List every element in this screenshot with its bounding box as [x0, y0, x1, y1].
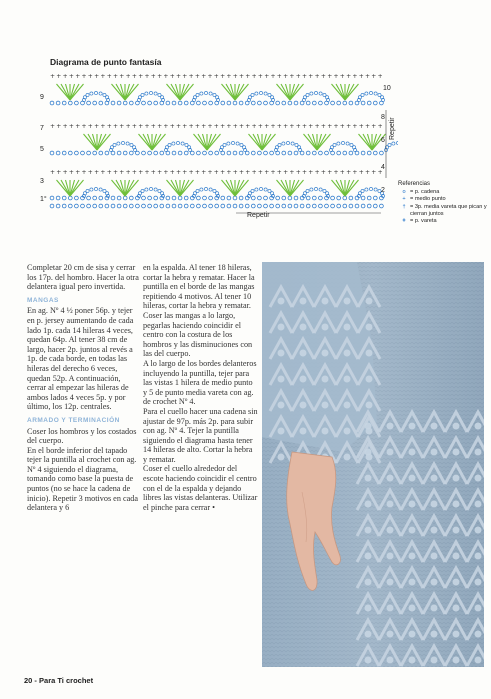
svg-text:+: + [150, 73, 156, 80]
cluster-stitch-icon: † [402, 203, 406, 210]
svg-text:+: + [201, 123, 207, 130]
svg-text:+: + [365, 169, 371, 176]
svg-text:+: + [213, 169, 219, 176]
svg-text:+: + [182, 169, 188, 176]
svg-text:+: + [377, 123, 383, 130]
page-footer: 20 - Para Ti crochet [24, 676, 94, 685]
svg-text:+: + [358, 169, 364, 176]
svg-text:+: + [283, 123, 289, 130]
svg-text:+: + [283, 169, 289, 176]
paragraph: Coser los hombros y los costados del cuerpo. [27, 426, 137, 446]
legend-item: ǂ = p. vareta [398, 218, 488, 225]
svg-text:+: + [320, 169, 326, 176]
svg-text:+: + [377, 73, 383, 80]
paragraph: A lo largo de los bordes delanteros incluyendo la puntilla, tejer para las vistas 1 hilera de medio punto y 5 de punto media vareta con ag. de crochet Nº 4. [143, 358, 257, 407]
svg-text:+: + [339, 123, 345, 130]
svg-text:+: + [365, 123, 371, 130]
row-number-6: 6 [381, 137, 385, 144]
svg-text:+: + [346, 169, 352, 176]
svg-text:+: + [94, 73, 100, 80]
coat-photo [262, 262, 484, 667]
svg-text:+: + [163, 123, 169, 130]
svg-text:+: + [276, 169, 282, 176]
svg-text:+: + [125, 123, 131, 130]
svg-text:+: + [251, 73, 257, 80]
svg-text:+: + [131, 123, 137, 130]
repeat-horizontal-label: Repetir [247, 212, 270, 219]
svg-text:+: + [358, 123, 364, 130]
svg-text:+: + [81, 169, 87, 176]
svg-text:+: + [339, 73, 345, 80]
svg-text:+: + [289, 169, 295, 176]
svg-text:+: + [75, 123, 81, 130]
svg-text:+: + [327, 73, 333, 80]
svg-text:+: + [157, 73, 163, 80]
svg-text:+: + [320, 123, 326, 130]
svg-text:+: + [327, 123, 333, 130]
svg-text:+: + [68, 169, 74, 176]
row-number-10: 10 [383, 85, 391, 92]
paragraph: Para el cuello hacer una cadena sin ajustar de 97p. más 2p. para subir con ag. Nº 4. Tejer la puntilla siguiendo el diagrama hasta tener 14 hileras de alto. Cortar la hebra y rematar. [143, 406, 258, 464]
text-column-2 [143, 263, 258, 512]
svg-text:+: + [62, 73, 68, 80]
row-number-2: 2 [381, 187, 385, 194]
svg-text:+: + [188, 73, 194, 80]
svg-text:+: + [339, 169, 345, 176]
svg-text:+: + [270, 73, 276, 80]
svg-text:+: + [62, 169, 68, 176]
svg-text:+: + [207, 123, 213, 130]
svg-text:+: + [138, 169, 144, 176]
legend [398, 181, 488, 225]
svg-text:+: + [188, 169, 194, 176]
paragraph: En ag. Nº 4 ½ poner 56p. y tejer en p. jersey aumentando de cada lado 1p. cada 14 hileras 4 veces, quedan 64p. Al tener 38 cm de largo, hacer 2p. juntos al revés a 1p. de cada borde, en todas las hileras del derecho 6 veces, quedan 52p. A continuación, cerrar al empezar las hileras de ambos lados 4 veces 5p. y por último, los 12p. centrales. [27, 306, 134, 412]
svg-text:+: + [106, 73, 112, 80]
svg-text:+: + [377, 169, 383, 176]
svg-text:+: + [150, 169, 156, 176]
svg-text:+: + [295, 123, 301, 130]
svg-text:+: + [56, 169, 62, 176]
svg-text:+: + [106, 169, 112, 176]
svg-text:+: + [220, 123, 226, 130]
svg-text:+: + [100, 169, 106, 176]
svg-text:+: + [62, 123, 68, 130]
svg-text:+: + [194, 169, 200, 176]
svg-text:+: + [81, 123, 87, 130]
svg-text:+: + [87, 123, 93, 130]
svg-text:+: + [56, 73, 62, 80]
svg-text:+: + [314, 169, 320, 176]
svg-text:+: + [50, 169, 56, 176]
svg-text:+: + [264, 169, 270, 176]
single-crochet-icon: + [402, 196, 406, 203]
svg-text:+: + [232, 73, 238, 80]
svg-text:+: + [270, 169, 276, 176]
svg-text:+: + [320, 73, 326, 80]
svg-text:+: + [163, 73, 169, 80]
svg-text:+: + [56, 123, 62, 130]
svg-text:+: + [169, 73, 175, 80]
svg-text:+: + [125, 169, 131, 176]
svg-text:+: + [314, 73, 320, 80]
section-heading-mangas: MANGAS [27, 296, 59, 304]
svg-text:+: + [333, 123, 339, 130]
svg-text:+: + [87, 73, 93, 80]
svg-text:+: + [169, 123, 175, 130]
svg-text:+: + [94, 123, 100, 130]
svg-text:+: + [163, 169, 169, 176]
svg-text:+: + [144, 73, 150, 80]
row-number-1: 1° [40, 196, 47, 203]
svg-text:+: + [207, 73, 213, 80]
svg-text:+: + [308, 73, 314, 80]
svg-text:+: + [75, 73, 81, 80]
legend-item: o = p. cadena [398, 189, 488, 196]
svg-text:+: + [232, 169, 238, 176]
svg-text:+: + [68, 73, 74, 80]
svg-text:+: + [371, 169, 377, 176]
page-number: 20 [24, 676, 33, 685]
svg-text:+: + [176, 123, 182, 130]
crochet-chart [36, 70, 398, 220]
svg-text:+: + [157, 169, 163, 176]
legend-item: + = medio punto [398, 196, 488, 203]
svg-text:+: + [245, 169, 251, 176]
legend-item: † = 3p. media vareta que pican y cierran juntos [398, 204, 488, 218]
svg-text:+: + [232, 123, 238, 130]
svg-text:+: + [176, 73, 182, 80]
svg-text:+: + [125, 73, 131, 80]
svg-text:+: + [302, 73, 308, 80]
svg-text:+: + [113, 169, 119, 176]
paragraph: Coser el cuello alrededor del escote haciendo coincidir el centro con el de la espalda y dejando libres las vistas delanteras. Utilizar el pinche para cerrar • [143, 464, 258, 512]
svg-text:+: + [131, 73, 137, 80]
svg-text:+: + [314, 123, 320, 130]
svg-text:+: + [295, 73, 301, 80]
row-number-9: 9 [40, 94, 44, 101]
svg-text:+: + [302, 169, 308, 176]
svg-text:+: + [131, 169, 137, 176]
svg-text:+: + [352, 73, 358, 80]
svg-text:+: + [365, 73, 371, 80]
svg-text:+: + [100, 73, 106, 80]
svg-text:+: + [94, 169, 100, 176]
svg-text:+: + [346, 123, 352, 130]
row-number-5: 5 [40, 146, 44, 153]
svg-text:+: + [119, 73, 125, 80]
svg-text:+: + [81, 73, 87, 80]
svg-text:+: + [257, 73, 263, 80]
svg-text:+: + [289, 123, 295, 130]
svg-text:+: + [201, 73, 207, 80]
svg-text:+: + [150, 123, 156, 130]
svg-text:+: + [302, 123, 308, 130]
svg-text:+: + [239, 169, 245, 176]
svg-text:+: + [239, 73, 245, 80]
svg-text:+: + [251, 169, 257, 176]
paragraph: En el borde inferior del tapado tejer la puntilla al crochet con ag. Nº 4 siguiendo el diagrama, tomando como base la puesta de puntos (no se hace la cadena de inicio). Repetir 3 motivos en cada delantera y 6 [27, 445, 138, 513]
legend-title: Referencias [398, 181, 431, 187]
diagram-title: Diagrama de punto fantasía [50, 57, 162, 67]
svg-text:+: + [119, 123, 125, 130]
svg-text:+: + [106, 123, 112, 130]
svg-text:+: + [327, 169, 333, 176]
svg-text:+: + [201, 169, 207, 176]
repeat-vertical-label: Repetir [389, 117, 396, 140]
svg-text:+: + [194, 73, 200, 80]
svg-text:+: + [100, 123, 106, 130]
svg-text:+: + [226, 73, 232, 80]
svg-text:+: + [257, 169, 263, 176]
svg-text:+: + [276, 123, 282, 130]
svg-text:+: + [207, 169, 213, 176]
svg-text:+: + [87, 169, 93, 176]
svg-text:+: + [113, 73, 119, 80]
svg-text:+: + [371, 123, 377, 130]
svg-text:+: + [182, 73, 188, 80]
text-column-1 [27, 263, 140, 513]
svg-text:+: + [346, 73, 352, 80]
row-number-8: 8 [381, 114, 385, 121]
svg-text:+: + [194, 123, 200, 130]
svg-text:+: + [220, 73, 226, 80]
chain-stitch-icon: o [402, 189, 406, 196]
svg-text:+: + [50, 73, 56, 80]
svg-text:+: + [169, 169, 175, 176]
svg-text:+: + [308, 123, 314, 130]
row-number-3: 3 [40, 178, 44, 185]
svg-text:+: + [226, 169, 232, 176]
svg-text:+: + [251, 123, 257, 130]
svg-text:+: + [213, 123, 219, 130]
svg-text:+: + [264, 123, 270, 130]
svg-text:+: + [264, 73, 270, 80]
section-heading-armado: ARMADO Y TERMINACIÓN [27, 416, 120, 424]
svg-text:+: + [358, 73, 364, 80]
svg-text:+: + [308, 169, 314, 176]
svg-text:+: + [239, 123, 245, 130]
double-crochet-icon: ǂ [402, 218, 406, 225]
row-number-4: 4 [381, 164, 385, 171]
svg-text:+: + [138, 73, 144, 80]
row-number-7: 7 [40, 125, 44, 132]
svg-text:+: + [333, 73, 339, 80]
svg-text:+: + [157, 123, 163, 130]
svg-text:+: + [188, 123, 194, 130]
svg-text:+: + [226, 123, 232, 130]
svg-text:+: + [144, 169, 150, 176]
svg-text:+: + [138, 123, 144, 130]
svg-text:+: + [283, 73, 289, 80]
svg-text:+: + [113, 123, 119, 130]
svg-text:+: + [295, 169, 301, 176]
svg-text:+: + [75, 169, 81, 176]
svg-text:+: + [245, 73, 251, 80]
svg-text:+: + [352, 123, 358, 130]
paragraph: en la espalda. Al tener 18 hileras, cortar la hebra y rematar. Hacer la puntilla en el borde de las mangas repitiendo 4 motivos. Al tener 10 hileras, cortar la hebra y rematar. Coser las mangas a lo largo, pegarlas haciendo coincidir el centro con la costura de los hombros y las disminuciones con las del cuerpo. [143, 263, 255, 359]
svg-text:+: + [119, 169, 125, 176]
svg-text:+: + [333, 169, 339, 176]
svg-text:+: + [176, 169, 182, 176]
svg-text:+: + [270, 123, 276, 130]
svg-text:+: + [371, 73, 377, 80]
paragraph: Completar 20 cm de sisa y cerrar los 17p. del hombro. Hacer la otra delantera igual pero invertida. [27, 263, 139, 292]
svg-text:+: + [144, 123, 150, 130]
svg-text:+: + [352, 169, 358, 176]
svg-text:+: + [289, 73, 295, 80]
magazine-name: Para Ti crochet [39, 676, 94, 685]
svg-text:+: + [50, 123, 56, 130]
svg-text:+: + [276, 73, 282, 80]
svg-text:+: + [220, 169, 226, 176]
svg-text:+: + [213, 73, 219, 80]
svg-text:+: + [257, 123, 263, 130]
svg-text:+: + [182, 123, 188, 130]
svg-text:+: + [68, 123, 74, 130]
svg-text:+: + [245, 123, 251, 130]
